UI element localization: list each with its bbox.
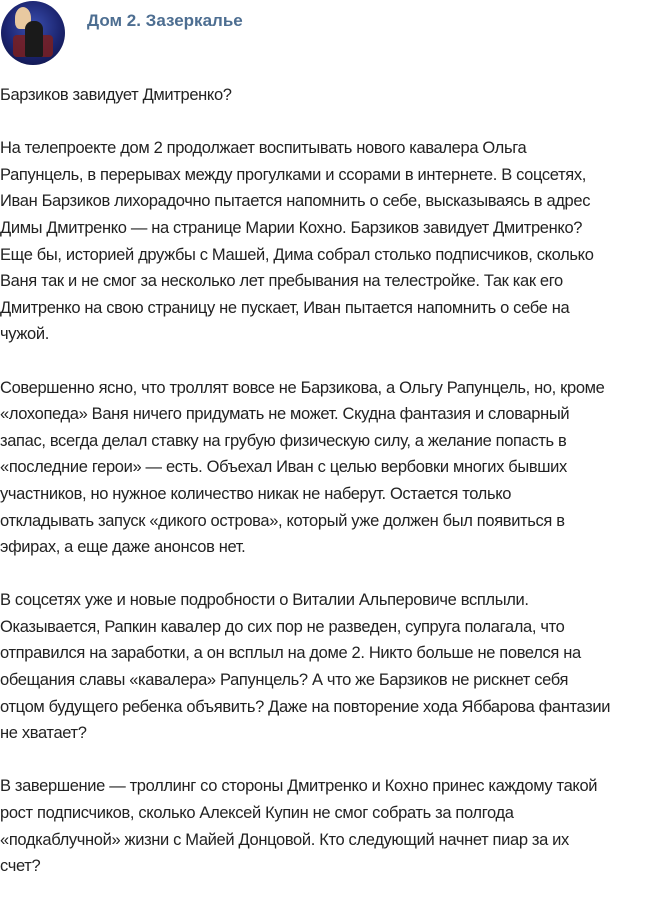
text-line: «подкаблучной» жизни с Майей Донцовой. Кто следующий начнет пиар за их bbox=[0, 830, 569, 849]
post-heading: Барзиков завидует Дмитренко? bbox=[0, 86, 232, 104]
text-line: участников, но нужное количество никак не наберут. Остается только bbox=[0, 484, 512, 503]
text-line: «лохопеда» Ваня ничего придумать не может. Скудна фантазия и словарный bbox=[0, 405, 570, 424]
text-line: Рапунцель, в перерывах между прогулками и ссорами в интернете. В соцсетях, bbox=[0, 165, 587, 184]
text-line: Дмитренко на свою страницу не пускает, Иван пытается напомнить о себе на bbox=[0, 298, 570, 317]
group-avatar-icon[interactable] bbox=[1, 1, 65, 65]
post-paragraph bbox=[0, 773, 670, 879]
text-line: «последние герои» — есть. Объехал Иван с целью вербовки многих бывших bbox=[0, 458, 567, 477]
post-paragraph bbox=[0, 375, 670, 561]
text-line: откладывать запуск «дикого острова», который уже должен был появиться в bbox=[0, 511, 565, 530]
text-line: отцом будущего ребенка объявить? Даже на повторение хода Яббарова фантазии bbox=[0, 697, 611, 716]
text-line: Еще бы, историей дружбы с Машей, Дима собрал столько подписчиков, сколько bbox=[0, 245, 594, 264]
text-line: Оказывается, Рапкин кавалер до сих пор не разведен, супруга полагала, что bbox=[0, 617, 565, 636]
text-line: эфирах, а еще даже анонсов нет. bbox=[0, 538, 246, 557]
text-line: Ваня так и не смог за несколько лет пребывания на телестройке. Так как его bbox=[0, 272, 563, 291]
text-line: Димы Дмитренко — на странице Марии Кохно. Барзиков завидует Дмитренко? bbox=[0, 218, 583, 237]
text-line: запас, всегда делал ставку на грубую физическую силу, а желание попасть в bbox=[0, 431, 567, 450]
post-header bbox=[0, 0, 670, 66]
text-line: обещания славы «кавалера» Рапунцель? А что же Барзиков не рискнет себя bbox=[0, 671, 569, 690]
post-paragraph bbox=[0, 135, 670, 348]
post-paragraph bbox=[0, 587, 670, 747]
text-line: На телепроекте дом 2 продолжает воспитывать нового кавалера Ольга bbox=[0, 139, 527, 158]
text-line: В соцсетях уже и новые подробности о Виталии Альперовиче всплыли. bbox=[0, 591, 529, 610]
text-line: В завершение — троллинг со стороны Дмитренко и Кохно принес каждому такой bbox=[0, 777, 598, 796]
post-body bbox=[0, 82, 670, 906]
text-line: Иван Барзиков лихорадочно пытается напомнить о себе, высказываясь в адрес bbox=[0, 192, 591, 211]
post-paragraphs bbox=[0, 135, 670, 880]
text-line: Совершенно ясно, что троллят вовсе не Барзикова, а Ольгу Рапунцель, но, кроме bbox=[0, 378, 605, 397]
text-line: чужой. bbox=[0, 325, 49, 344]
text-line: отправился на заработки, а он всплыл на доме 2. Никто больше не повелся на bbox=[0, 644, 581, 663]
text-line: рост подписчиков, сколько Алексей Купин не смог собрать за полгода bbox=[0, 804, 514, 823]
group-name-link[interactable]: Дом 2. Зазеркалье bbox=[87, 11, 243, 30]
text-line: счет? bbox=[0, 857, 41, 876]
text-line: не хватает? bbox=[0, 724, 87, 743]
